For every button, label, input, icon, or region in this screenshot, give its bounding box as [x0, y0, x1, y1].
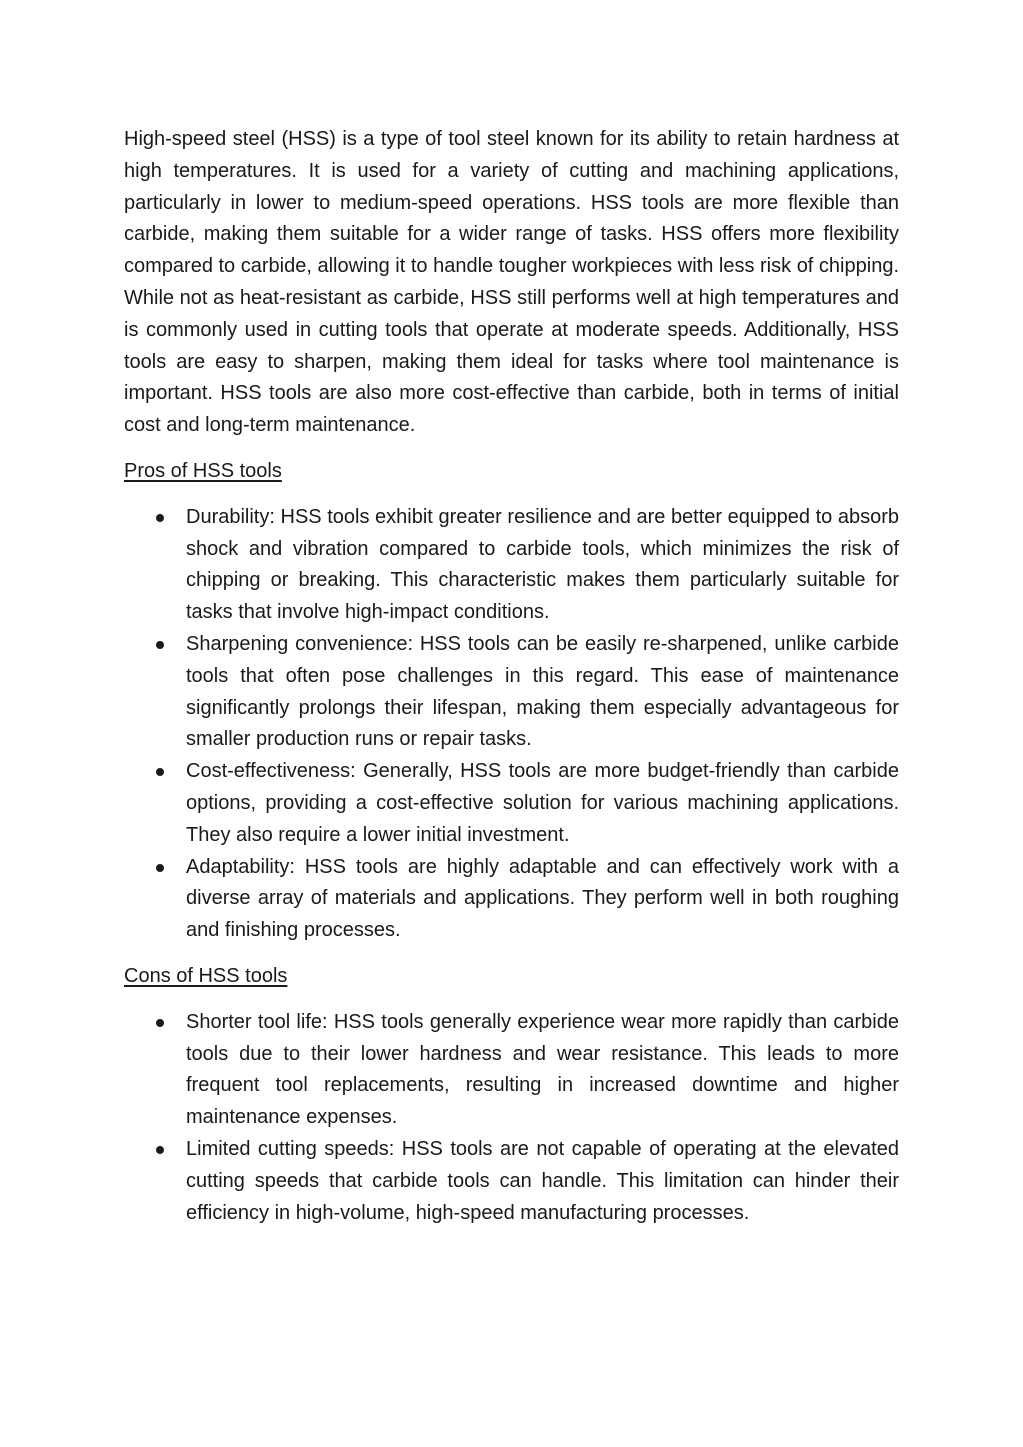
cons-list-item: [124, 1007, 899, 1134]
pros-item-text: Sharpening convenience: HSS tools can be easily re-sharpened, unlike carbide tools that often pose challenges in this regard. This ease of maintenance significantly prolongs their lifespan, making them especially advantageous for smaller production runs or repair tasks.: [186, 632, 899, 751]
pros-list: [124, 502, 899, 947]
bullet-icon: [156, 1019, 164, 1027]
cons-heading: Cons of HSS tools: [124, 964, 288, 987]
bullet-icon: [156, 864, 164, 872]
pros-heading: Pros of HSS tools: [124, 459, 282, 482]
pros-list-item: [124, 756, 899, 851]
pros-list-item: [124, 852, 899, 947]
cons-item-text: Shorter tool life: HSS tools generally experience wear more rapidly than carbide tools due to their lower hardness and wear resistance. This leads to more frequent tool replacements, resulting in increased downtime and higher maintenance expenses.: [186, 1010, 899, 1129]
pros-list-item: [124, 502, 899, 629]
bullet-icon: [156, 641, 164, 649]
bullet-icon: [156, 514, 164, 522]
intro-paragraph: High-speed steel (HSS) is a type of tool steel known for its ability to retain hardness at high temperatures. It is used for a variety of cutting and machining applications, particularly in lower to medium-speed operations. HSS tools are more flexible than carbide, making them suitable for a wider range of tasks. HSS offers more flexibility compared to carbide, allowing it to handle tougher workpieces with less risk of chipping. While not as heat-resistant as carbide, HSS still performs well at high temperatures and is commonly used in cutting tools that operate at moderate speeds. Additionally, HSS tools are easy to sharpen, making them ideal for tasks where tool maintenance is important. HSS tools are also more cost-effective than carbide, both in terms of initial cost and long-term maintenance.: [124, 128, 899, 437]
document-page: [124, 124, 899, 1229]
cons-list-item: [124, 1134, 899, 1229]
pros-item-text: Durability: HSS tools exhibit greater resilience and are better equipped to absorb shock and vibration compared to carbide tools, which minimizes the risk of chipping or breaking. This characteristic makes them particularly suitable for tasks that involve high-impact conditions.: [186, 505, 899, 624]
cons-list: [124, 1007, 899, 1230]
pros-item-text: Adaptability: HSS tools are highly adaptable and can effectively work with a diverse array of materials and applications. They perform well in both roughing and finishing processes.: [186, 855, 899, 942]
pros-list-item: [124, 629, 899, 756]
bullet-icon: [156, 1146, 164, 1154]
pros-item-text: Cost-effectiveness: Generally, HSS tools are more budget-friendly than carbide options, providing a cost-effective solution for various machining applications. They also require a lower initial investment.: [186, 760, 899, 846]
cons-item-text: Limited cutting speeds: HSS tools are not capable of operating at the elevated cutting speeds that carbide tools can handle. This limitation can hinder their efficiency in high-volume, high-speed manufacturing processes.: [186, 1137, 899, 1224]
bullet-icon: [156, 768, 164, 776]
